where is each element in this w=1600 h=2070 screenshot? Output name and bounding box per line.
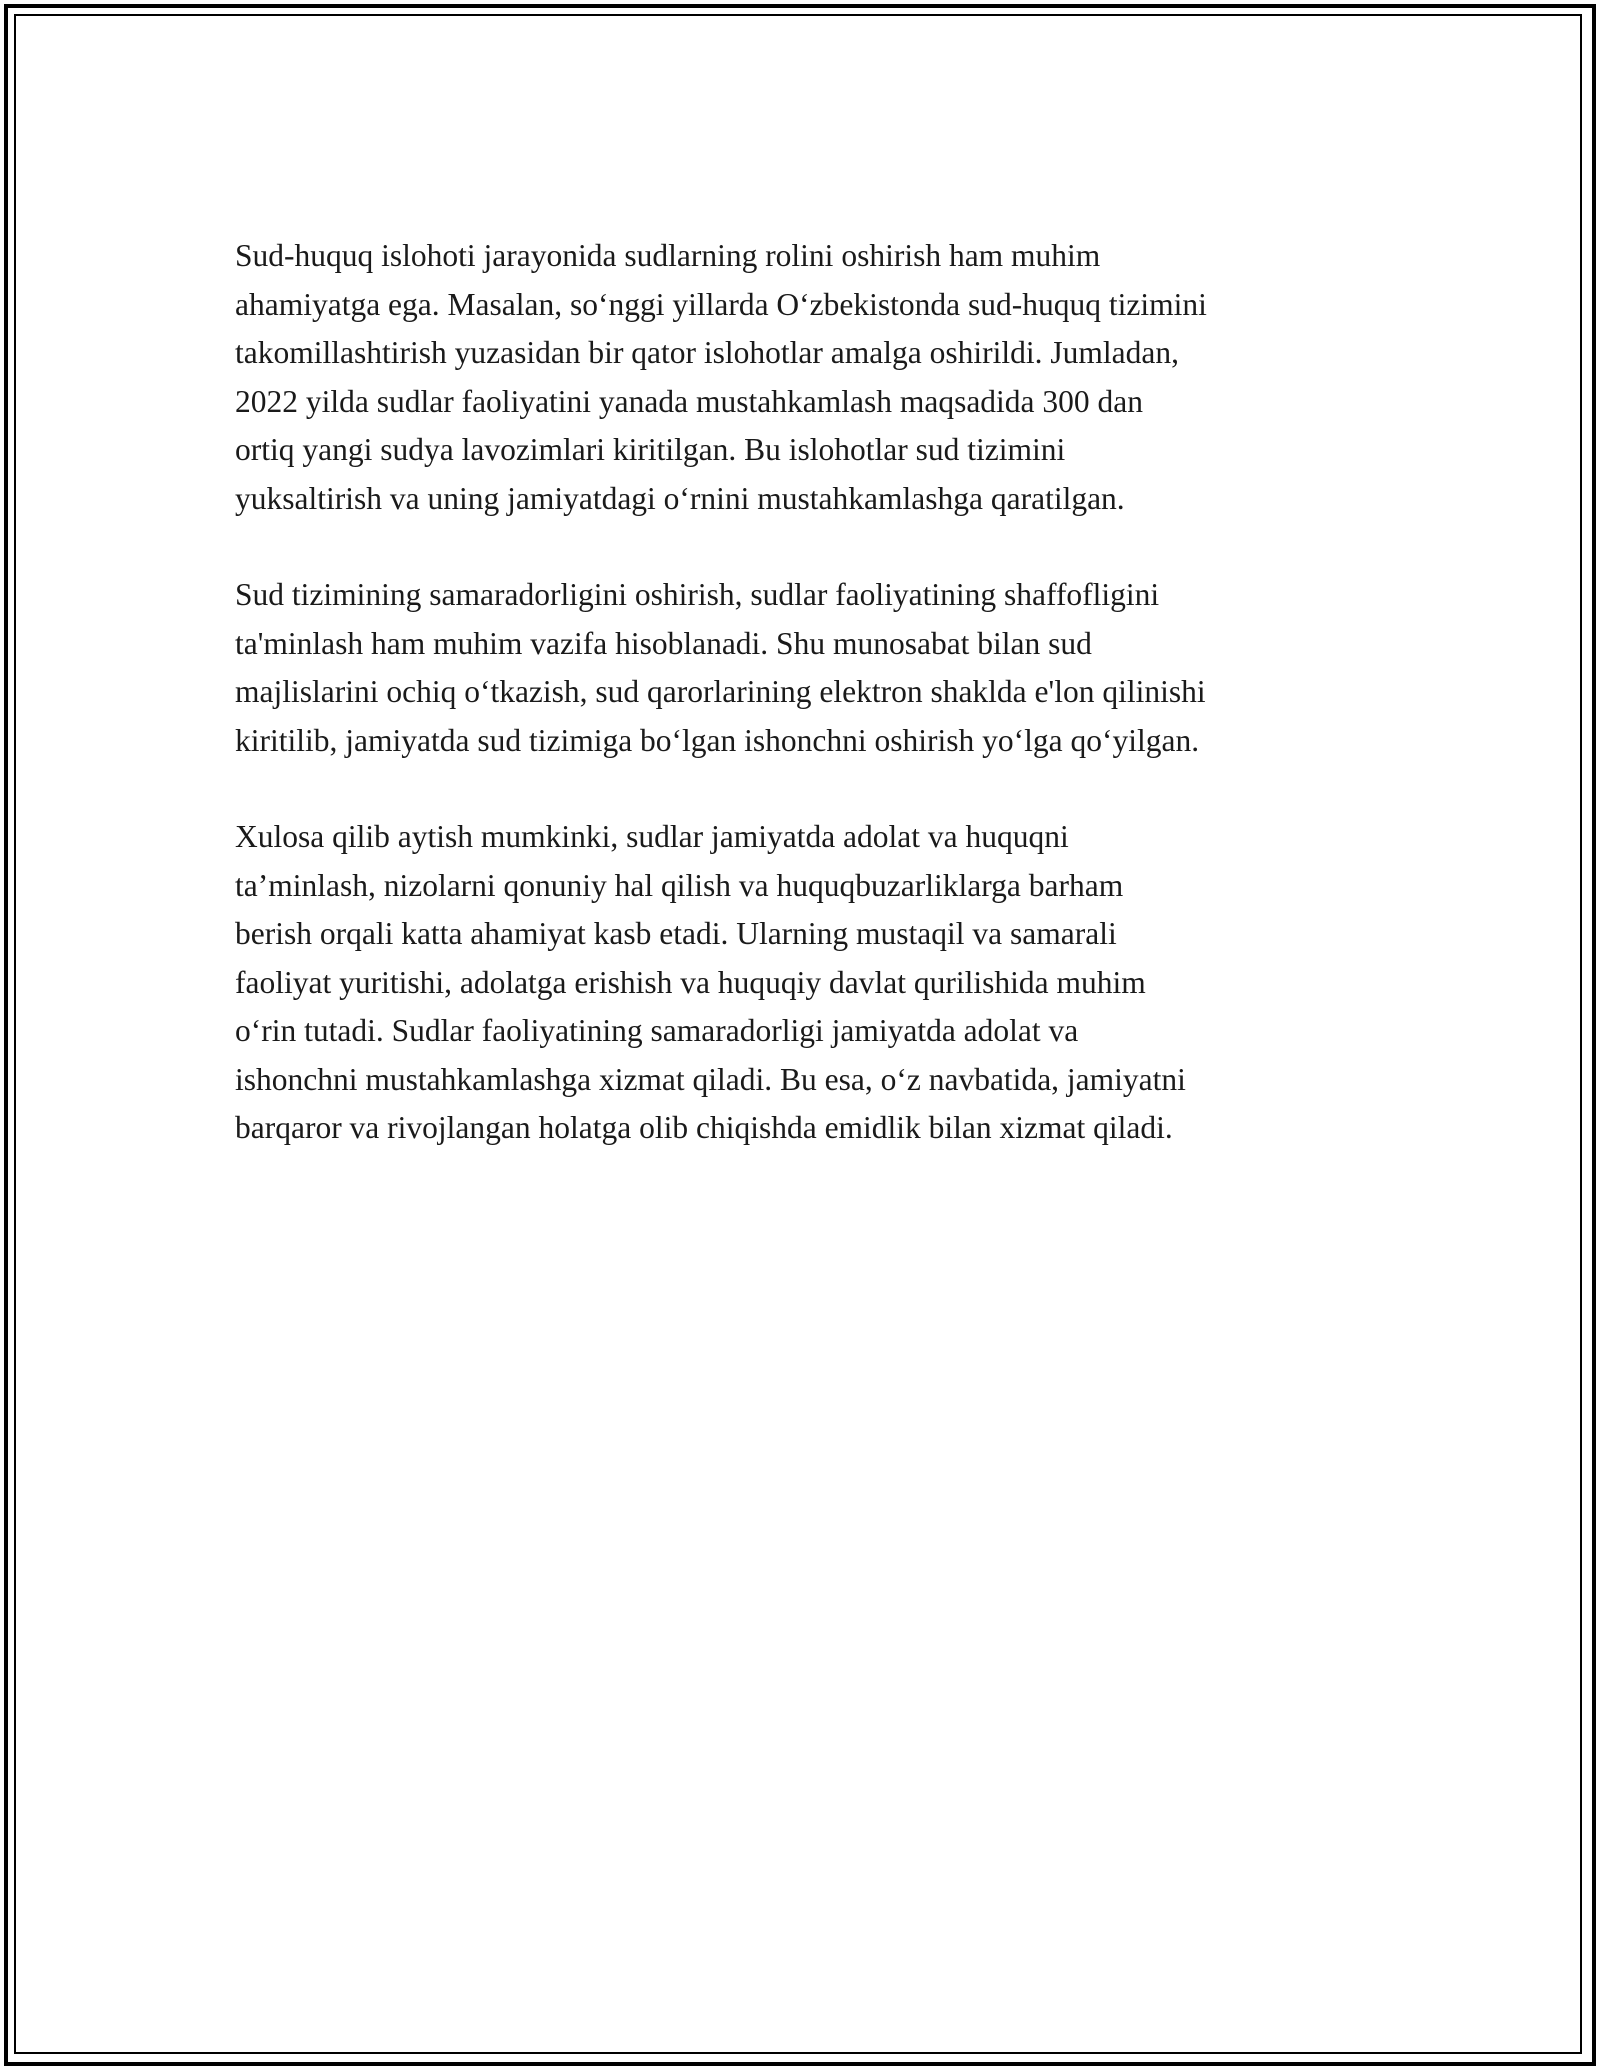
text-line: o‘rin tutadi. Sudlar faoliyatining samaradorligi jamiyatda adolat va: [235, 1013, 1079, 1048]
text-line: ortiq yangi sudya lavozimlari kiritilgan. Bu islohotlar sud tizimini: [235, 432, 1066, 467]
text-line: barqaror va rivojlangan holatga olib chiqishda emidlik bilan xizmat qiladi.: [235, 1110, 1173, 1145]
paragraph-1: [235, 232, 1375, 523]
text-line: ahamiyatga ega. Masalan, so‘nggi yillarda O‘zbekistonda sud-huquq tizimini: [235, 286, 1207, 322]
text-line: faoliyat yuritishi, adolatga erishish va huquqiy davlat qurilishida muhim: [235, 964, 1146, 1000]
text-line: ta’minlash, nizolarni qonuniy hal qilish va huquqbuzarliklarga barham: [235, 867, 1124, 903]
text-line: takomillashtirish yuzasidan bir qator islohotlar amalga oshirildi. Jumladan,: [235, 335, 1179, 370]
text-line: ta'minlash ham muhim vazifa hisoblanadi. Shu munosabat bilan sud: [235, 625, 1092, 661]
text-line: Sud-huquq islohoti jarayonida sudlarning rolini oshirish ham muhim: [235, 238, 1101, 273]
text-line: kiritilib, jamiyatda sud tizimiga bo‘lgan ishonchni oshirish yo‘lga qo‘yilgan.: [235, 722, 1200, 758]
text-line: Xulosa qilib aytish mumkinki, sudlar jamiyatda adolat va huquqni: [235, 819, 1069, 854]
document-body: [235, 232, 1375, 1201]
text-line: 2022 yilda sudlar faoliyatini yanada mustahkamlash maqsadida 300 dan: [235, 383, 1144, 419]
paragraph-3: [235, 813, 1375, 1153]
paragraph-2: [235, 571, 1375, 765]
text-line: majlislarini ochiq o‘tkazish, sud qarorlarining elektron shaklda e'lon qilinishi: [235, 674, 1206, 709]
text-line: berish orqali katta ahamiyat kasb etadi. Ularning mustaqil va samarali: [235, 916, 1117, 951]
text-line: ishonchni mustahkamlashga xizmat qiladi. Bu esa, o‘z navbatida, jamiyatni: [235, 1061, 1186, 1097]
text-line: yuksaltirish va uning jamiyatdagi o‘rnini mustahkamlashga qaratilgan.: [235, 480, 1125, 516]
text-line: Sud tizimining samaradorligini oshirish, sudlar faoliyatining shaffofligini: [235, 577, 1160, 612]
